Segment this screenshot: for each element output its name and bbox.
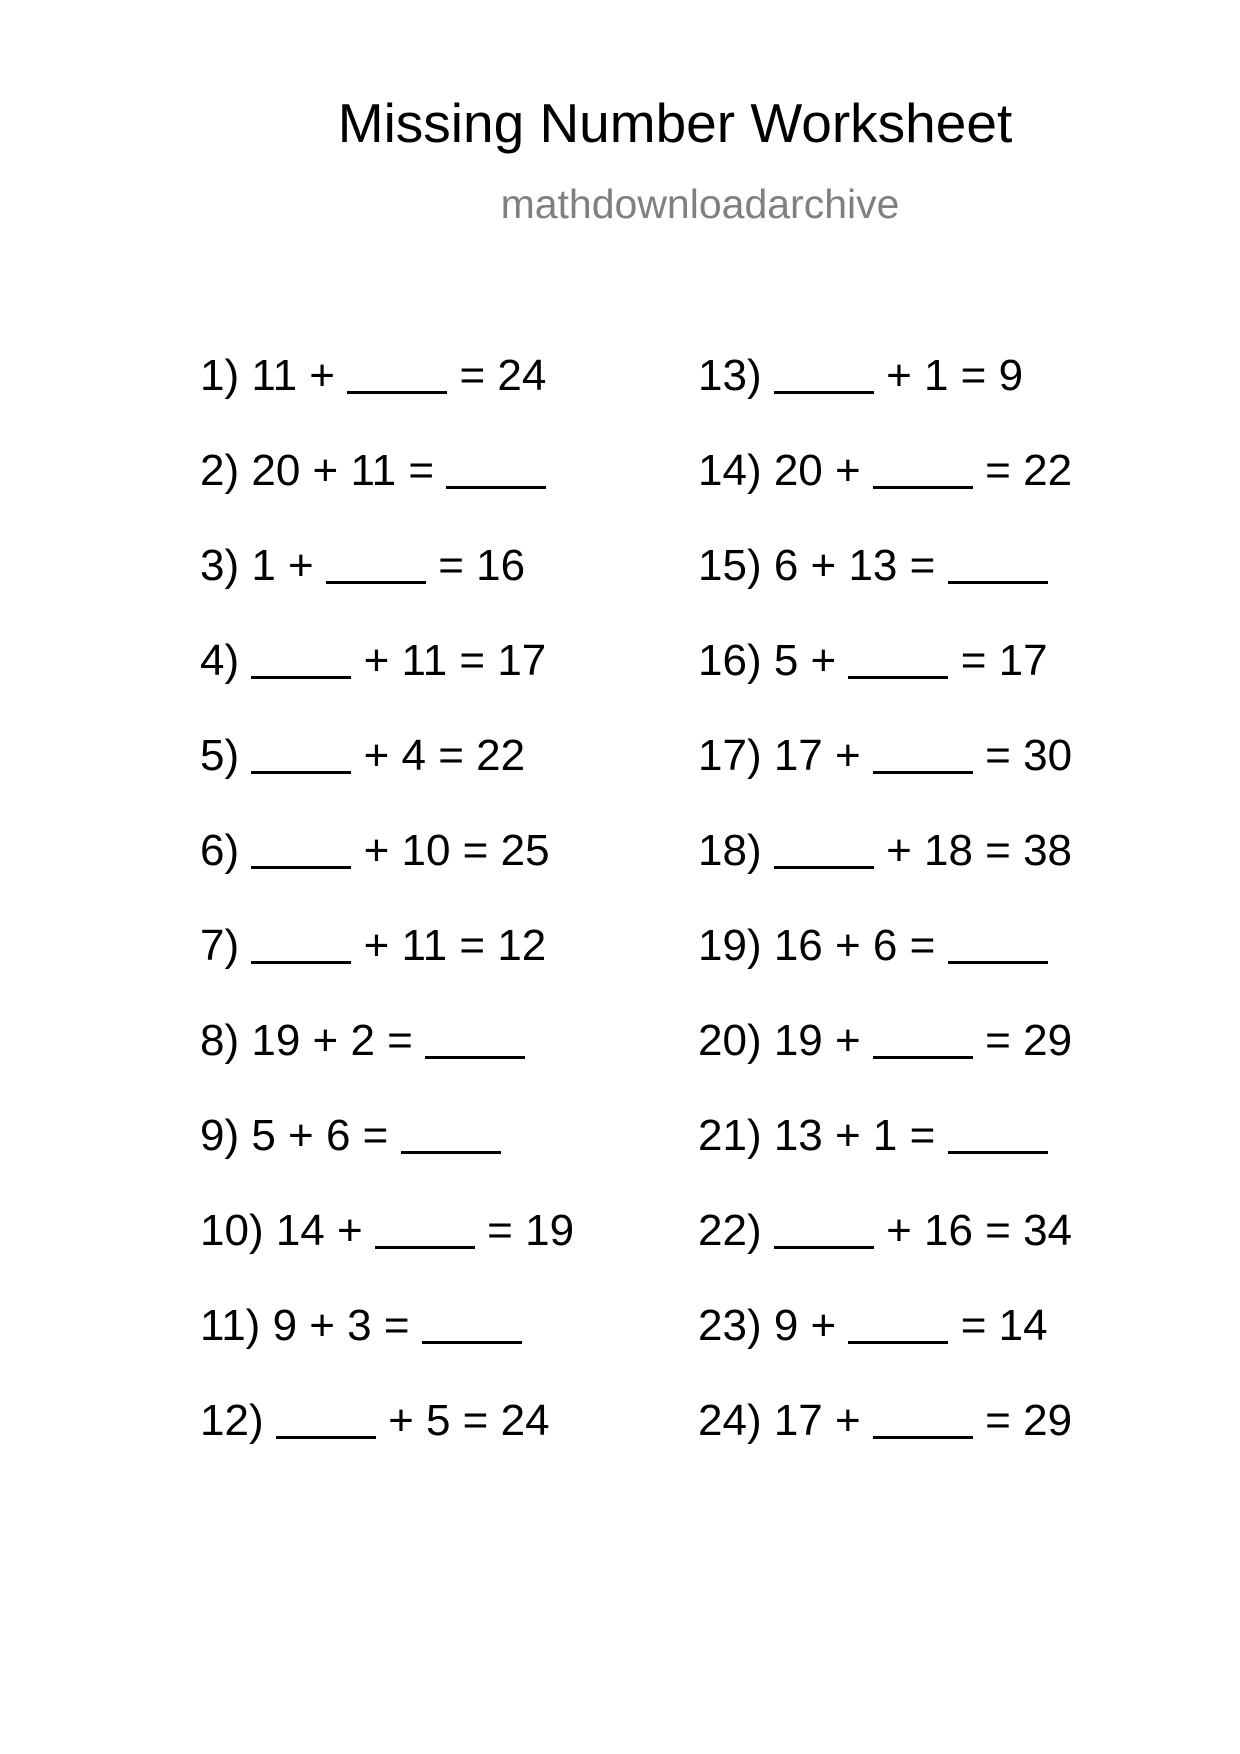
problem-number: 2) (200, 446, 240, 495)
page-title: Missing Number Worksheet (337, 92, 1013, 154)
problem-item (200, 1110, 574, 1205)
equation-left: 11 + (251, 351, 335, 400)
problem-number: 23) (698, 1301, 762, 1350)
answer-blank[interactable] (276, 1400, 376, 1439)
answer-blank[interactable] (873, 735, 973, 774)
equation-left: 19 + (773, 1016, 861, 1065)
equation-right: + 1 = 9 (886, 351, 1024, 400)
problem-number: 22) (698, 1206, 762, 1255)
problem-item (698, 1300, 1072, 1395)
problem-item (200, 1205, 574, 1300)
problem-item (698, 445, 1072, 540)
problem-item (698, 350, 1072, 445)
equation-right: = 29 (985, 1396, 1073, 1445)
answer-blank[interactable] (251, 735, 351, 774)
equation-left: 17 + (773, 1396, 861, 1445)
equation-right: + 10 = 25 (363, 826, 550, 875)
answer-blank[interactable] (425, 1020, 525, 1059)
answer-blank[interactable] (848, 1305, 948, 1344)
problem-number: 15) (698, 541, 762, 590)
equation-left: 14 + (275, 1206, 363, 1255)
answer-blank[interactable] (873, 1020, 973, 1059)
equation-left: 5 + (773, 636, 837, 685)
problem-number: 4) (200, 636, 240, 685)
problem-number: 20) (698, 1016, 762, 1065)
problem-number: 16) (698, 636, 762, 685)
problem-number: 8) (200, 1016, 240, 1065)
problem-item (200, 350, 574, 445)
problems-column-left (200, 350, 574, 1490)
problem-number: 14) (698, 446, 762, 495)
problem-number: 10) (200, 1206, 264, 1255)
answer-blank[interactable] (774, 355, 874, 394)
problem-item (200, 920, 574, 1015)
problem-number: 12) (200, 1396, 264, 1445)
equation-left: 13 + 1 = (773, 1111, 936, 1160)
problem-item (200, 445, 574, 540)
equation-right: = 22 (985, 446, 1073, 495)
equation-right: + 11 = 17 (363, 636, 547, 685)
answer-blank[interactable] (446, 450, 546, 489)
equation-left: 17 + (773, 731, 861, 780)
answer-blank[interactable] (347, 355, 447, 394)
answer-blank[interactable] (948, 545, 1048, 584)
problem-item (200, 1300, 574, 1395)
answer-blank[interactable] (326, 545, 426, 584)
equation-right: + 16 = 34 (886, 1206, 1073, 1255)
answer-blank[interactable] (251, 640, 351, 679)
problem-item (200, 635, 574, 730)
problem-number: 18) (698, 826, 762, 875)
problem-item (698, 1110, 1072, 1205)
equation-left: 16 + 6 = (773, 921, 936, 970)
problem-item (698, 540, 1072, 635)
answer-blank[interactable] (251, 830, 351, 869)
equation-right: = 19 (487, 1206, 575, 1255)
problem-item (698, 1395, 1072, 1490)
problem-number: 21) (698, 1111, 762, 1160)
answer-blank[interactable] (948, 1115, 1048, 1154)
problem-number: 11) (200, 1301, 261, 1350)
problem-item (698, 1015, 1072, 1110)
equation-right: + 5 = 24 (388, 1396, 550, 1445)
answer-blank[interactable] (873, 450, 973, 489)
answer-blank[interactable] (873, 1400, 973, 1439)
problem-item (698, 1205, 1072, 1300)
problem-number: 24) (698, 1396, 762, 1445)
problems-column-right (698, 350, 1072, 1490)
equation-left: 20 + (773, 446, 861, 495)
answer-blank[interactable] (251, 925, 351, 964)
problem-number: 7) (200, 921, 240, 970)
answer-blank[interactable] (774, 1210, 874, 1249)
answer-blank[interactable] (375, 1210, 475, 1249)
answer-blank[interactable] (948, 925, 1048, 964)
problem-item (200, 1015, 574, 1110)
problem-number: 3) (200, 541, 240, 590)
problem-item (200, 730, 574, 825)
answer-blank[interactable] (848, 640, 948, 679)
problem-number: 19) (698, 921, 762, 970)
equation-left: 20 + 11 = (251, 446, 435, 495)
equation-right: = 16 (438, 541, 526, 590)
answer-blank[interactable] (422, 1305, 522, 1344)
equation-right: = 30 (985, 731, 1073, 780)
answer-blank[interactable] (401, 1115, 501, 1154)
problem-number: 9) (200, 1111, 240, 1160)
answer-blank[interactable] (774, 830, 874, 869)
equation-right: + 11 = 12 (363, 921, 547, 970)
problem-item (200, 540, 574, 635)
problem-number: 5) (200, 731, 240, 780)
problem-item (698, 730, 1072, 825)
equation-left: 1 + (251, 541, 314, 590)
equation-left: 9 + (773, 1301, 837, 1350)
equation-left: 19 + 2 = (251, 1016, 413, 1065)
problem-item (698, 635, 1072, 730)
equation-right: + 4 = 22 (363, 731, 526, 780)
equation-right: = 24 (459, 351, 547, 400)
problem-number: 1) (200, 351, 240, 400)
equation-right: = 14 (960, 1301, 1048, 1350)
page-subtitle: mathdownloadarchive (500, 181, 900, 227)
equation-left: 6 + 13 = (773, 541, 936, 590)
problem-number: 13) (698, 351, 762, 400)
problem-item (200, 1395, 574, 1490)
equation-right: = 17 (960, 636, 1048, 685)
equation-right: + 18 = 38 (886, 826, 1073, 875)
problem-item (698, 825, 1072, 920)
problem-number: 17) (698, 731, 762, 780)
equation-left: 5 + 6 = (251, 1111, 389, 1160)
problem-item (698, 920, 1072, 1015)
problem-item (200, 825, 574, 920)
problem-number: 6) (200, 826, 240, 875)
equation-left: 9 + 3 = (272, 1301, 410, 1350)
equation-right: = 29 (985, 1016, 1073, 1065)
